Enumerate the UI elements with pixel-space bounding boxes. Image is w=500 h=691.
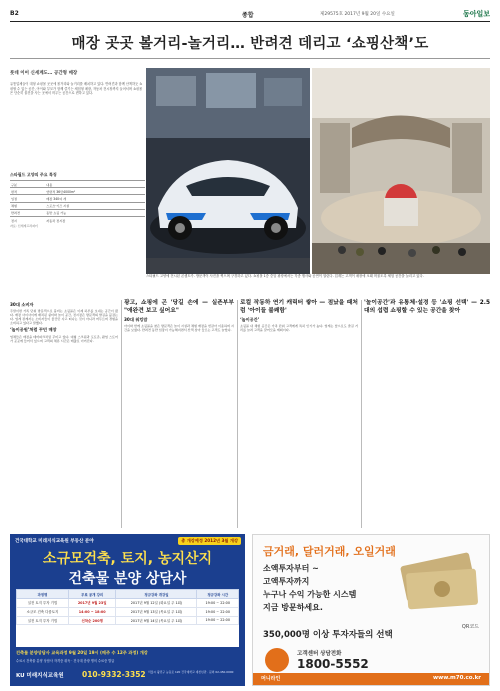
ad2-url[interactable]: www.m70.co.kr (433, 675, 481, 681)
ad2-brand: 머니라인 (261, 676, 281, 682)
facts-table-title: 스타필드 고양의 주요 특징 (10, 172, 57, 177)
table-row (10, 181, 145, 188)
concept-car-photo (146, 68, 310, 274)
column-2-headline: 광고, 쇼핑에 곤 '당길 손에 — 실존부부 "애완견 보고 싶어요" (124, 300, 234, 314)
column-2-heading: 30대 워킹맘 (124, 317, 148, 322)
table-row (17, 599, 239, 608)
ad1-schedule-box (16, 589, 239, 647)
sidebar-subhead: 롯데 이어 신세계도… 공간형 매장 (10, 71, 78, 76)
ad1-address: 서울시 광진구 능동로 120 건국대학교 새천년관 · 문의 02-450-0000 (148, 670, 234, 674)
column-2-text: 아이와 함께 쇼핑몰을 찾은 방문객은 놀이 시설과 체험 매장을 번갈아 이용하며 시간을 보냈다. 반려견 동반 입장이 가능해지면서 산책 삼아 들르는 고객도 늘었다. (124, 324, 234, 333)
table-cell: 2017년 9월 13일 (목요일 주 1회) (116, 607, 197, 616)
table-cell: 반려견 (10, 209, 45, 216)
newspaper-logo: 동아일보 (462, 9, 490, 18)
investment-ad[interactable] (252, 534, 490, 686)
ad2-line-3: 누구나 수익 가능한 시스템 (263, 590, 357, 599)
table-cell: 19:00 ~ 22:00 (197, 616, 239, 625)
table-cell: 내용 (45, 181, 145, 188)
table-cell: 구분 (10, 181, 45, 188)
column-divider (121, 300, 122, 528)
education-ad[interactable] (10, 534, 245, 686)
ad2-line-1: 소액투자부터 ~ (263, 564, 319, 573)
ad2-investor-count: 350,000명 이상 투자자들의 선택 (263, 630, 393, 640)
table-cell: 2017년 9월 12일 (화요일 주 1회) (116, 599, 197, 608)
article-column-1 (10, 300, 118, 343)
article-column-4 (364, 300, 490, 315)
table-row (10, 188, 145, 195)
table-cell: 자동차 전시장 (45, 216, 145, 223)
table-cell: 19:00 ~ 22:00 (197, 607, 239, 616)
ad1-footer: 건축물 분양상담사 교육과정 9월 20일 19시 (매주 수 12주 과정) 개강 (16, 650, 148, 655)
table-cell: 매장 340여 개 (45, 195, 145, 202)
facts-table-box (10, 172, 145, 228)
column-3-text: 업체들은 매장을 테마파크처럼 꾸미고 있다. 대형 스크린과 포토존, 팝업 스토어가 곳곳에 들어서 있으며 고객의 체류 시간은 매출로 이어진다. (10, 334, 118, 343)
ad2-qr-label: QR코드 (461, 624, 479, 630)
table-cell: 2017년 9월 23일 (68, 599, 116, 608)
column-4-headline: '놀이공간'과 유통체·설경 등 '쇼핑 선택' — 2.5대의 섭렵 쇼핑할 수 있는 공간을 찾아 (364, 300, 490, 314)
table-cell: 19:00 ~ 22:00 (197, 599, 239, 608)
ad1-badge: 총 개강예정 2012년 3월 개강 (178, 537, 241, 545)
table-cell: 실전 토지 투자 기법 (17, 599, 69, 608)
table-cell: 전시 (10, 216, 45, 223)
column-4-text: 쇼핑몰 내 체험 공간은 가족 단위 고객에게 특히 인기가 높다. 업계는 앞으로도 즐길 거리를 늘려 고객을 끌어모을 계획이다. (240, 324, 358, 333)
table-header: 정규강좌 개강일 (116, 590, 197, 599)
column-4-heading: ‘놀이공간’ (240, 317, 260, 322)
ad2-headline: 금거래, 달러거래, 오일거래 (263, 545, 396, 558)
table-cell: 소규모 건축 다룸토지 (17, 607, 69, 616)
article-column-3 (240, 300, 358, 332)
facts-table-source: 자료: 신세계프라퍼티 (10, 224, 39, 229)
ad1-footer-note: 수료시 건축물 분양 상담사 자격증 취득 · 건국대 총장 명의 수료증 발급 (16, 659, 115, 663)
ad2-phone[interactable]: 1800-5552 (297, 657, 369, 671)
table-cell: 2017년 9월 14일 (목요일 주 1회) (116, 616, 197, 625)
column-1-text: 주말이면 가족 단위 방문객으로 붐비는 쇼핑몰은 이제 하루를 보내는 공간이 됐다. 매장 사이사이에 배치된 쉼터와 놀이 공간, 전시장은 방문객의 발길을 붙잡는다. 업계 관계자는 소비자들이 물건만 사고 떠나는 것이 아니라 머무르며 경험을 소비하고 있다고 말했다. (10, 309, 118, 326)
table-row (17, 616, 239, 625)
phone-icon (265, 648, 289, 672)
sidebar-lede: 유통업체들이 대형 쇼핑몰 곳곳에 볼거리와 놀거리를 배치하고 있다. 반려견과 함께 산책하듯 쇼핑할 수 있는 공간, 아이와 부모가 함께 즐기는 체험형 매장, 자동차 전시장까지 들어서며 쇼핑몰은 단순히 물건을 사는 곳에서 머무는 공간으로 변하고 있다. (10, 82, 143, 96)
ad1-top-line: 건국대학교 미래지식교육원 부동산 분야 (15, 539, 94, 544)
table-cell: 스포츠·키즈 시설 (45, 202, 145, 209)
ad2-cs-label: 고객센터 상담전화 (297, 651, 342, 657)
header-rule (10, 21, 490, 22)
headline-rule (10, 58, 490, 59)
photo-caption: 스타필드 고양에 전시된 콘셉트카. 방문객이 사진을 찍으며 구경하고 있다. 쇼핑몰 1층 중앙 광장에서는 각종 행사와 공연이 열린다. 업계는 고객이 매장에 오래 머물도록 체험 공간을 늘리고 있다. (146, 274, 424, 278)
column-divider (361, 300, 362, 528)
page-header (10, 8, 490, 20)
column-1-heading: 30대 소비자 (10, 302, 34, 307)
table-cell: 실전 토지 투자 기법 (17, 616, 69, 625)
table-row (17, 590, 239, 599)
ad2-line-4: 지금 방문하세요. (263, 603, 323, 612)
table-header: 무료 공개 강의 (68, 590, 116, 599)
table-row (10, 216, 145, 223)
table-cell: 동반 쇼핑 가능 (45, 209, 145, 216)
table-cell: 14:00 ~ 18:00 (68, 607, 116, 616)
facts-table (10, 180, 145, 223)
table-header: 과정명 (17, 590, 69, 599)
column-3-headline: 로컬 작동하 연기 캐릭터 쌓아 — 점났을 때처럼 '아이들 불쾌함' (240, 300, 358, 314)
table-row (17, 607, 239, 616)
column-divider (237, 300, 238, 528)
ad1-schedule-table (16, 589, 239, 625)
issue-meta: 제29575호 2017년 9월 20일 수요일 (320, 12, 395, 17)
table-cell: 입점 (10, 195, 45, 202)
table-row (10, 202, 145, 209)
page-number: B2 (10, 10, 19, 17)
main-headline: 매장 곳곳 볼거리-놀거리… 반려견 데리고 ‘쇼핑산책’도 (71, 36, 429, 52)
mall-atrium-photo (312, 68, 490, 274)
table-header: 정규강좌 시간 (197, 590, 239, 599)
article-column-2 (124, 300, 234, 332)
column-3-heading: ‘놀이공원’처럼 꾸민 매장 (10, 327, 57, 333)
table-row (10, 195, 145, 202)
table-row (10, 209, 145, 216)
table-cell: 선착순 200명 (68, 616, 116, 625)
money-icon (395, 549, 483, 619)
ad1-brand: KU 미래지식교육원 (16, 673, 64, 679)
ad1-title-1: 소규모건축, 토지, 농지산지 (42, 551, 213, 567)
section-name: 종합 (242, 12, 254, 19)
ad1-phone[interactable]: 010-9332-3352 (82, 670, 146, 679)
ad2-line-2: 고액투자까지 (263, 577, 310, 586)
table-cell: 면적 (10, 188, 45, 195)
table-cell: 체험 (10, 202, 45, 209)
ad1-title-2: 건축물 분양 상담사 (68, 571, 187, 587)
table-cell: 연면적 36만4000m² (45, 188, 145, 195)
